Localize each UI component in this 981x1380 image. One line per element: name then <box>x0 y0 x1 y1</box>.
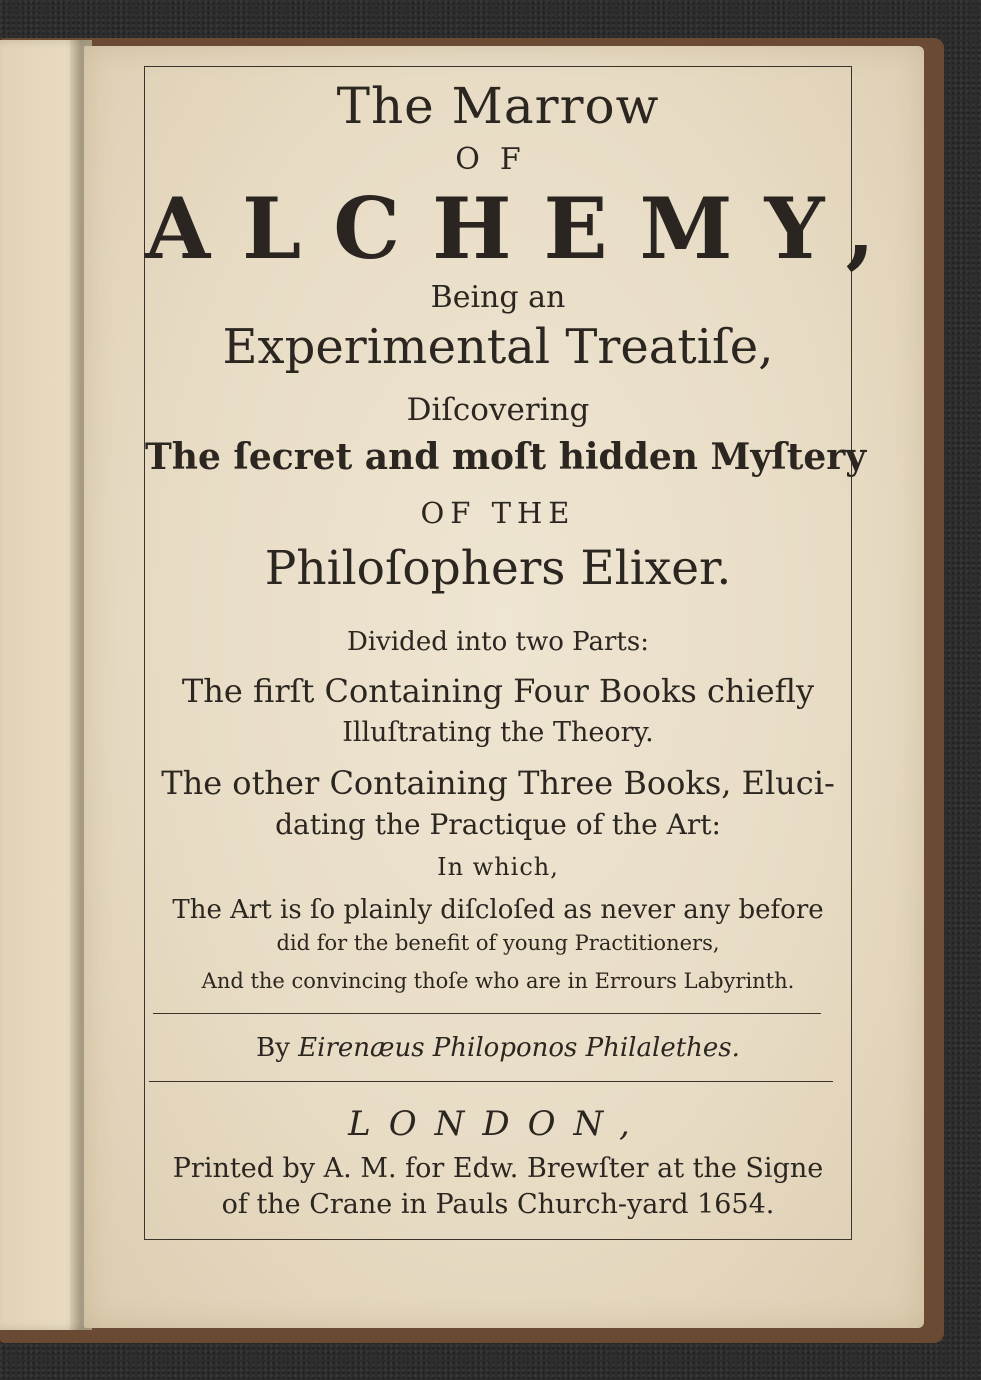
text-in-which: In which, <box>437 853 559 881</box>
subtitle-of-the: OF THE <box>420 496 576 530</box>
subtitle-discovering: Diſcovering <box>406 392 590 428</box>
author-prefix: By <box>256 1033 290 1063</box>
subtitle-mystery: The ſecret and moſt hidden Myſtery <box>145 436 867 478</box>
imprint-city: LONDON, <box>348 1104 648 1144</box>
imprint-location: of the Crane in Pauls Church-yard 1654. <box>221 1189 775 1220</box>
text-practique: dating the Practique of the Art: <box>275 808 721 841</box>
subtitle-being-an: Being an <box>430 280 566 315</box>
text-art-disclosed: The Art is ſo plainly diſcloſed as never any before <box>172 895 824 925</box>
divider-rule-bottom <box>149 1081 833 1082</box>
text-frame <box>144 66 907 1240</box>
author-name: Eirenæus Philoponos Philalethes. <box>298 1033 740 1063</box>
title-line-of: OF <box>455 142 541 177</box>
text-convincing: And the convincing thoſe who are in Errours Labyrinth. <box>201 969 795 993</box>
text-theory: Illuſtrating the Theory. <box>342 717 654 748</box>
text-benefit: did for the benefit of young Practitioners, <box>276 931 720 955</box>
imprint-printer: Printed by A. M. for Edw. Brewſter at the Signe <box>172 1153 824 1184</box>
text-other-part: The other Containing Three Books, Eluci- <box>161 764 835 802</box>
subtitle-treatise: Experimental Treatiſe, <box>222 319 774 375</box>
title-line-marrow: The Marrow <box>336 77 660 135</box>
subtitle-elixer: Philoſophers Elixer. <box>264 541 732 596</box>
text-first-part: The firſt Containing Four Books chiefly <box>181 672 815 710</box>
author-line <box>145 1035 851 1061</box>
title-line-alchemy: ALCHEMY, <box>145 179 907 278</box>
divider-rule-top <box>153 1013 821 1014</box>
text-divided: Divided into two Parts: <box>347 627 649 657</box>
